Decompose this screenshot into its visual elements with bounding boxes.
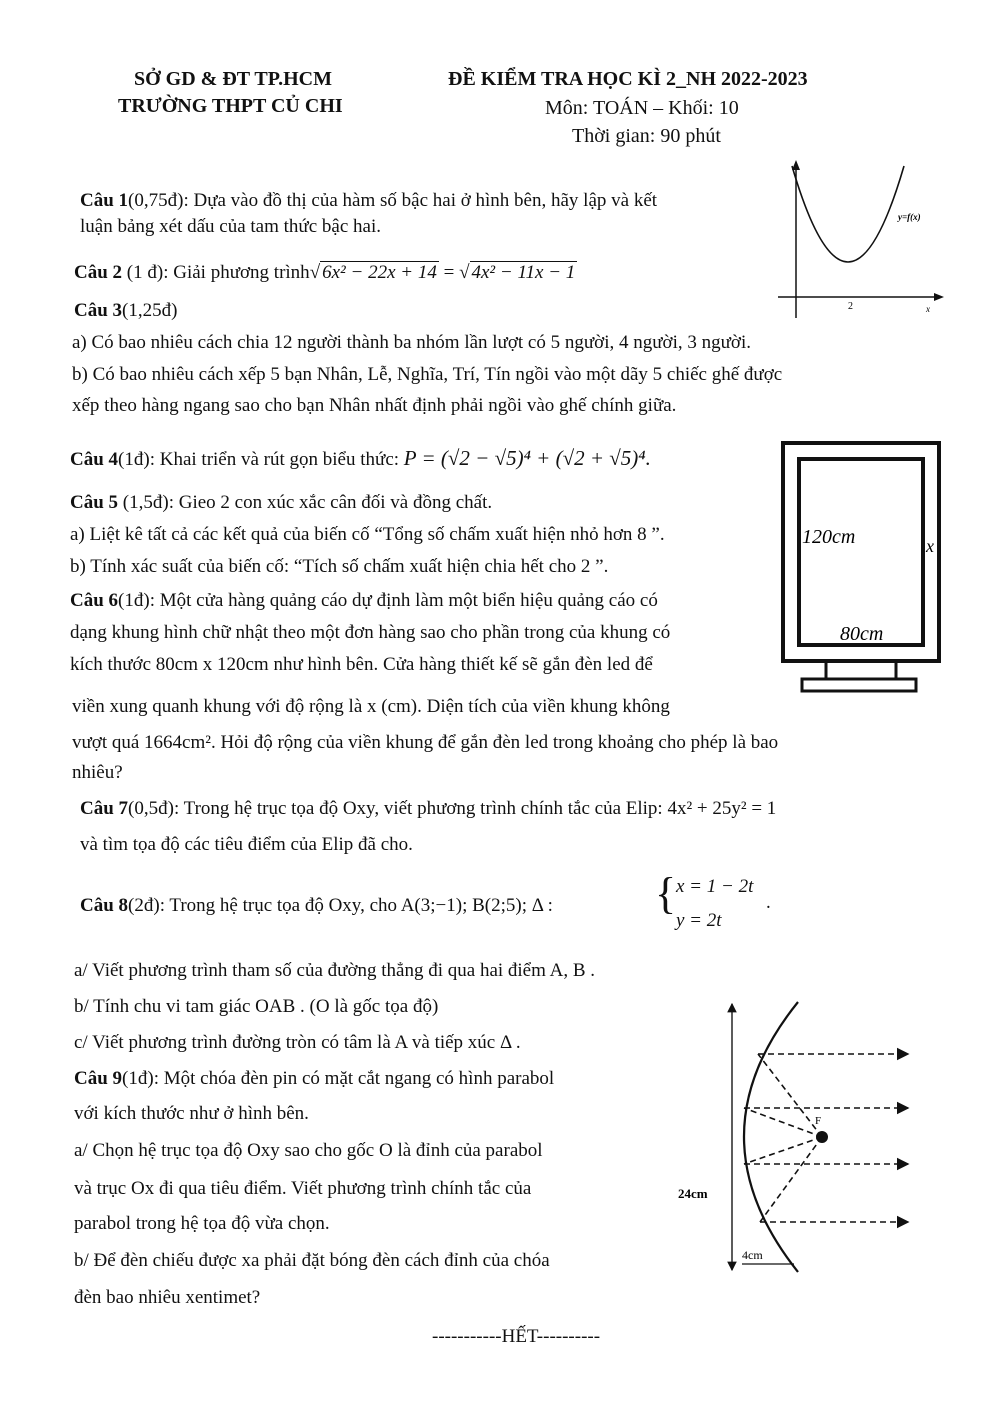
q6-line5: vượt quá 1664cm². Hỏi độ rộng của viền khung để gắn đèn led trong khoảng cho phép là bao [72, 732, 779, 753]
q1-text1: Dựa vào đồ thị của hàm số bậc hai ở hình bên, hãy lập và kết [188, 190, 658, 211]
q8-sys2: y = 2t [676, 910, 722, 931]
q5-points: (1,5đ): [118, 492, 174, 513]
q6-points: (1đ): [118, 590, 155, 611]
q2-label: Câu 2 [74, 262, 123, 283]
q6-frame-figure [780, 440, 945, 698]
q1-line2: luận bảng xét dấu của tam thức bậc hai. [80, 216, 381, 237]
q6-fig-height: 120cm [802, 526, 856, 548]
q6-line3: kích thước 80cm x 120cm như hình bên. Cửa hàng thiết kế sẽ gắn đèn led để [70, 654, 653, 675]
q9-line1 [74, 1068, 554, 1091]
end-marker: -----------HẾT---------- [432, 1326, 601, 1347]
q7-label: Câu 7 [80, 798, 129, 819]
q9-b1: b/ Để đèn chiếu được xa phải đặt bóng đèn cách đỉnh của chóa [74, 1250, 550, 1271]
q5-text: Gieo 2 con xúc xắc cân đối và đồng chất. [173, 492, 493, 513]
school-name: TRƯỜNG THPT CỦ CHI [118, 95, 343, 117]
q9-fig-focus: F [815, 1115, 822, 1127]
exam-duration: Thời gian: 90 phút [572, 125, 721, 147]
q9-a1: a/ Chọn hệ trục tọa độ Oxy sao cho gốc O là đỉnh của parabol [74, 1140, 543, 1161]
q8-dot: . [766, 892, 771, 913]
q2-points: (1 đ): [122, 262, 169, 283]
q9-label: Câu 9 [74, 1068, 123, 1089]
q9-fig-height: 24cm [678, 1186, 708, 1201]
q2-lhs: 6x² − 22x + 14 [322, 262, 437, 283]
q7-text1: Trong hệ trục tọa độ Oxy, viết phương trình chính tắc của Elip: 4x² + 25y² = 1 [179, 798, 777, 819]
q1-line1 [80, 190, 657, 213]
q4-formula: P = (√2 − √5)⁴ + (√2 + √5)⁴. [403, 446, 651, 470]
q6-label: Câu 6 [70, 590, 119, 611]
q5-line [70, 492, 492, 515]
q8-label: Câu 8 [80, 895, 129, 916]
exam-subject: Môn: TOÁN – Khối: 10 [545, 97, 739, 119]
q3-a: a) Có bao nhiêu cách chia 12 người thành ba nhóm lần lượt có 5 người, 4 người, 3 người. [72, 332, 751, 353]
q9-points: (1đ): [122, 1068, 159, 1089]
q9-a2: và trục Ox đi qua tiêu điểm. Viết phương trình chính tắc của [74, 1178, 532, 1199]
q7-line1 [80, 798, 776, 821]
exam-title: ĐỀ KIỂM TRA HỌC KÌ 2_NH 2022-2023 [448, 68, 808, 90]
q4-text: Khai triển và rút gọn biểu thức: [154, 449, 404, 470]
q4-label: Câu 4 [70, 449, 119, 470]
q1-graph-tick: 2 [848, 301, 853, 312]
q1-graph-func: y=f(x) [898, 212, 921, 222]
q9-a3: parabol trong hệ tọa độ vừa chọn. [74, 1213, 330, 1234]
q6-line2: dạng khung hình chữ nhật theo một đơn hàng sao cho phần trong của khung có [70, 622, 671, 643]
q8-c: c/ Viết phương trình đường tròn có tâm là A và tiếp xúc Δ . [74, 1032, 521, 1053]
q2-rhs: 4x² − 11x − 1 [471, 262, 576, 283]
q3-b2: xếp theo hàng ngang sao cho bạn Nhân nhất định phải ngồi vào ghế chính giữa. [72, 395, 677, 416]
q8-points: (2đ): [128, 895, 165, 916]
q5-a: a) Liệt kê tất cả các kết quả của biến cố “Tổng số chấm xuất hiện nhỏ hơn 8 ”. [70, 524, 665, 545]
q8-a: a/ Viết phương trình tham số của đường thẳng đi qua hai điểm A, B . [74, 960, 595, 981]
q6-line4: viền xung quanh khung với độ rộng là x (cm). Diện tích của viền khung không [72, 696, 670, 717]
q1-graph-x: x [926, 304, 930, 314]
q8-line [80, 895, 553, 918]
q8-text: Trong hệ trục tọa độ Oxy, cho A(3;−1); B(2;5); Δ : [164, 895, 553, 916]
school-dept: SỞ GD & ĐT TP.HCM [134, 68, 332, 90]
q6-fig-x: x [926, 536, 934, 556]
q4-points: (1đ): [118, 449, 155, 470]
q6-line6: nhiêu? [72, 762, 123, 783]
q4-line [70, 446, 651, 472]
q3-points: (1,25đ) [122, 300, 178, 321]
q7-line2: và tìm tọa độ các tiêu điểm của Elip đã cho. [80, 834, 413, 855]
q5-label: Câu 5 [70, 492, 119, 513]
q5-b: b) Tính xác suất của biến cố: “Tích số chấm xuất hiện chia hết cho 2 ”. [70, 556, 609, 577]
q8-b: b/ Tính chu vi tam giác OAB . (O là gốc tọa độ) [74, 996, 439, 1017]
q3-label: Câu 3 [74, 300, 123, 321]
q1-points: (0,75đ): [128, 190, 189, 211]
q6-text1: Một cửa hàng quảng cáo dự định làm một biển hiệu quảng cáo có [154, 590, 658, 611]
q9-line2: với kích thước như ở hình bên. [74, 1103, 309, 1124]
q2-eq: = [438, 262, 460, 283]
q9-b2: đèn bao nhiêu xentimet? [74, 1287, 261, 1308]
q7-points: (0,5đ): [128, 798, 180, 819]
q3-b1: b) Có bao nhiêu cách xếp 5 bạn Nhân, Lễ, Nghĩa, Trí, Tín ngồi vào một dãy 5 chiếc ghế được [72, 364, 783, 385]
q8-brace: { [655, 869, 677, 918]
q1-parabola-graph [778, 158, 948, 323]
q9-flashlight-figure [670, 996, 920, 1286]
q6-line1 [70, 590, 658, 613]
q2-line: Câu 2 (1 đ): Giải phương trình√ 6x² − 22x + 14 = √ 4x² − 11x − 1 [74, 262, 576, 283]
q6-fig-width: 80cm [840, 623, 884, 645]
q1-label: Câu 1 [80, 190, 129, 211]
q3-heading [74, 300, 177, 323]
q9-fig-depth: 4cm [742, 1248, 763, 1262]
q2-text: Giải phương trình [168, 262, 310, 283]
q9-text1: Một chóa đèn pin có mặt cắt ngang có hình parabol [158, 1068, 555, 1089]
q8-sys1: x = 1 − 2t [676, 876, 754, 897]
